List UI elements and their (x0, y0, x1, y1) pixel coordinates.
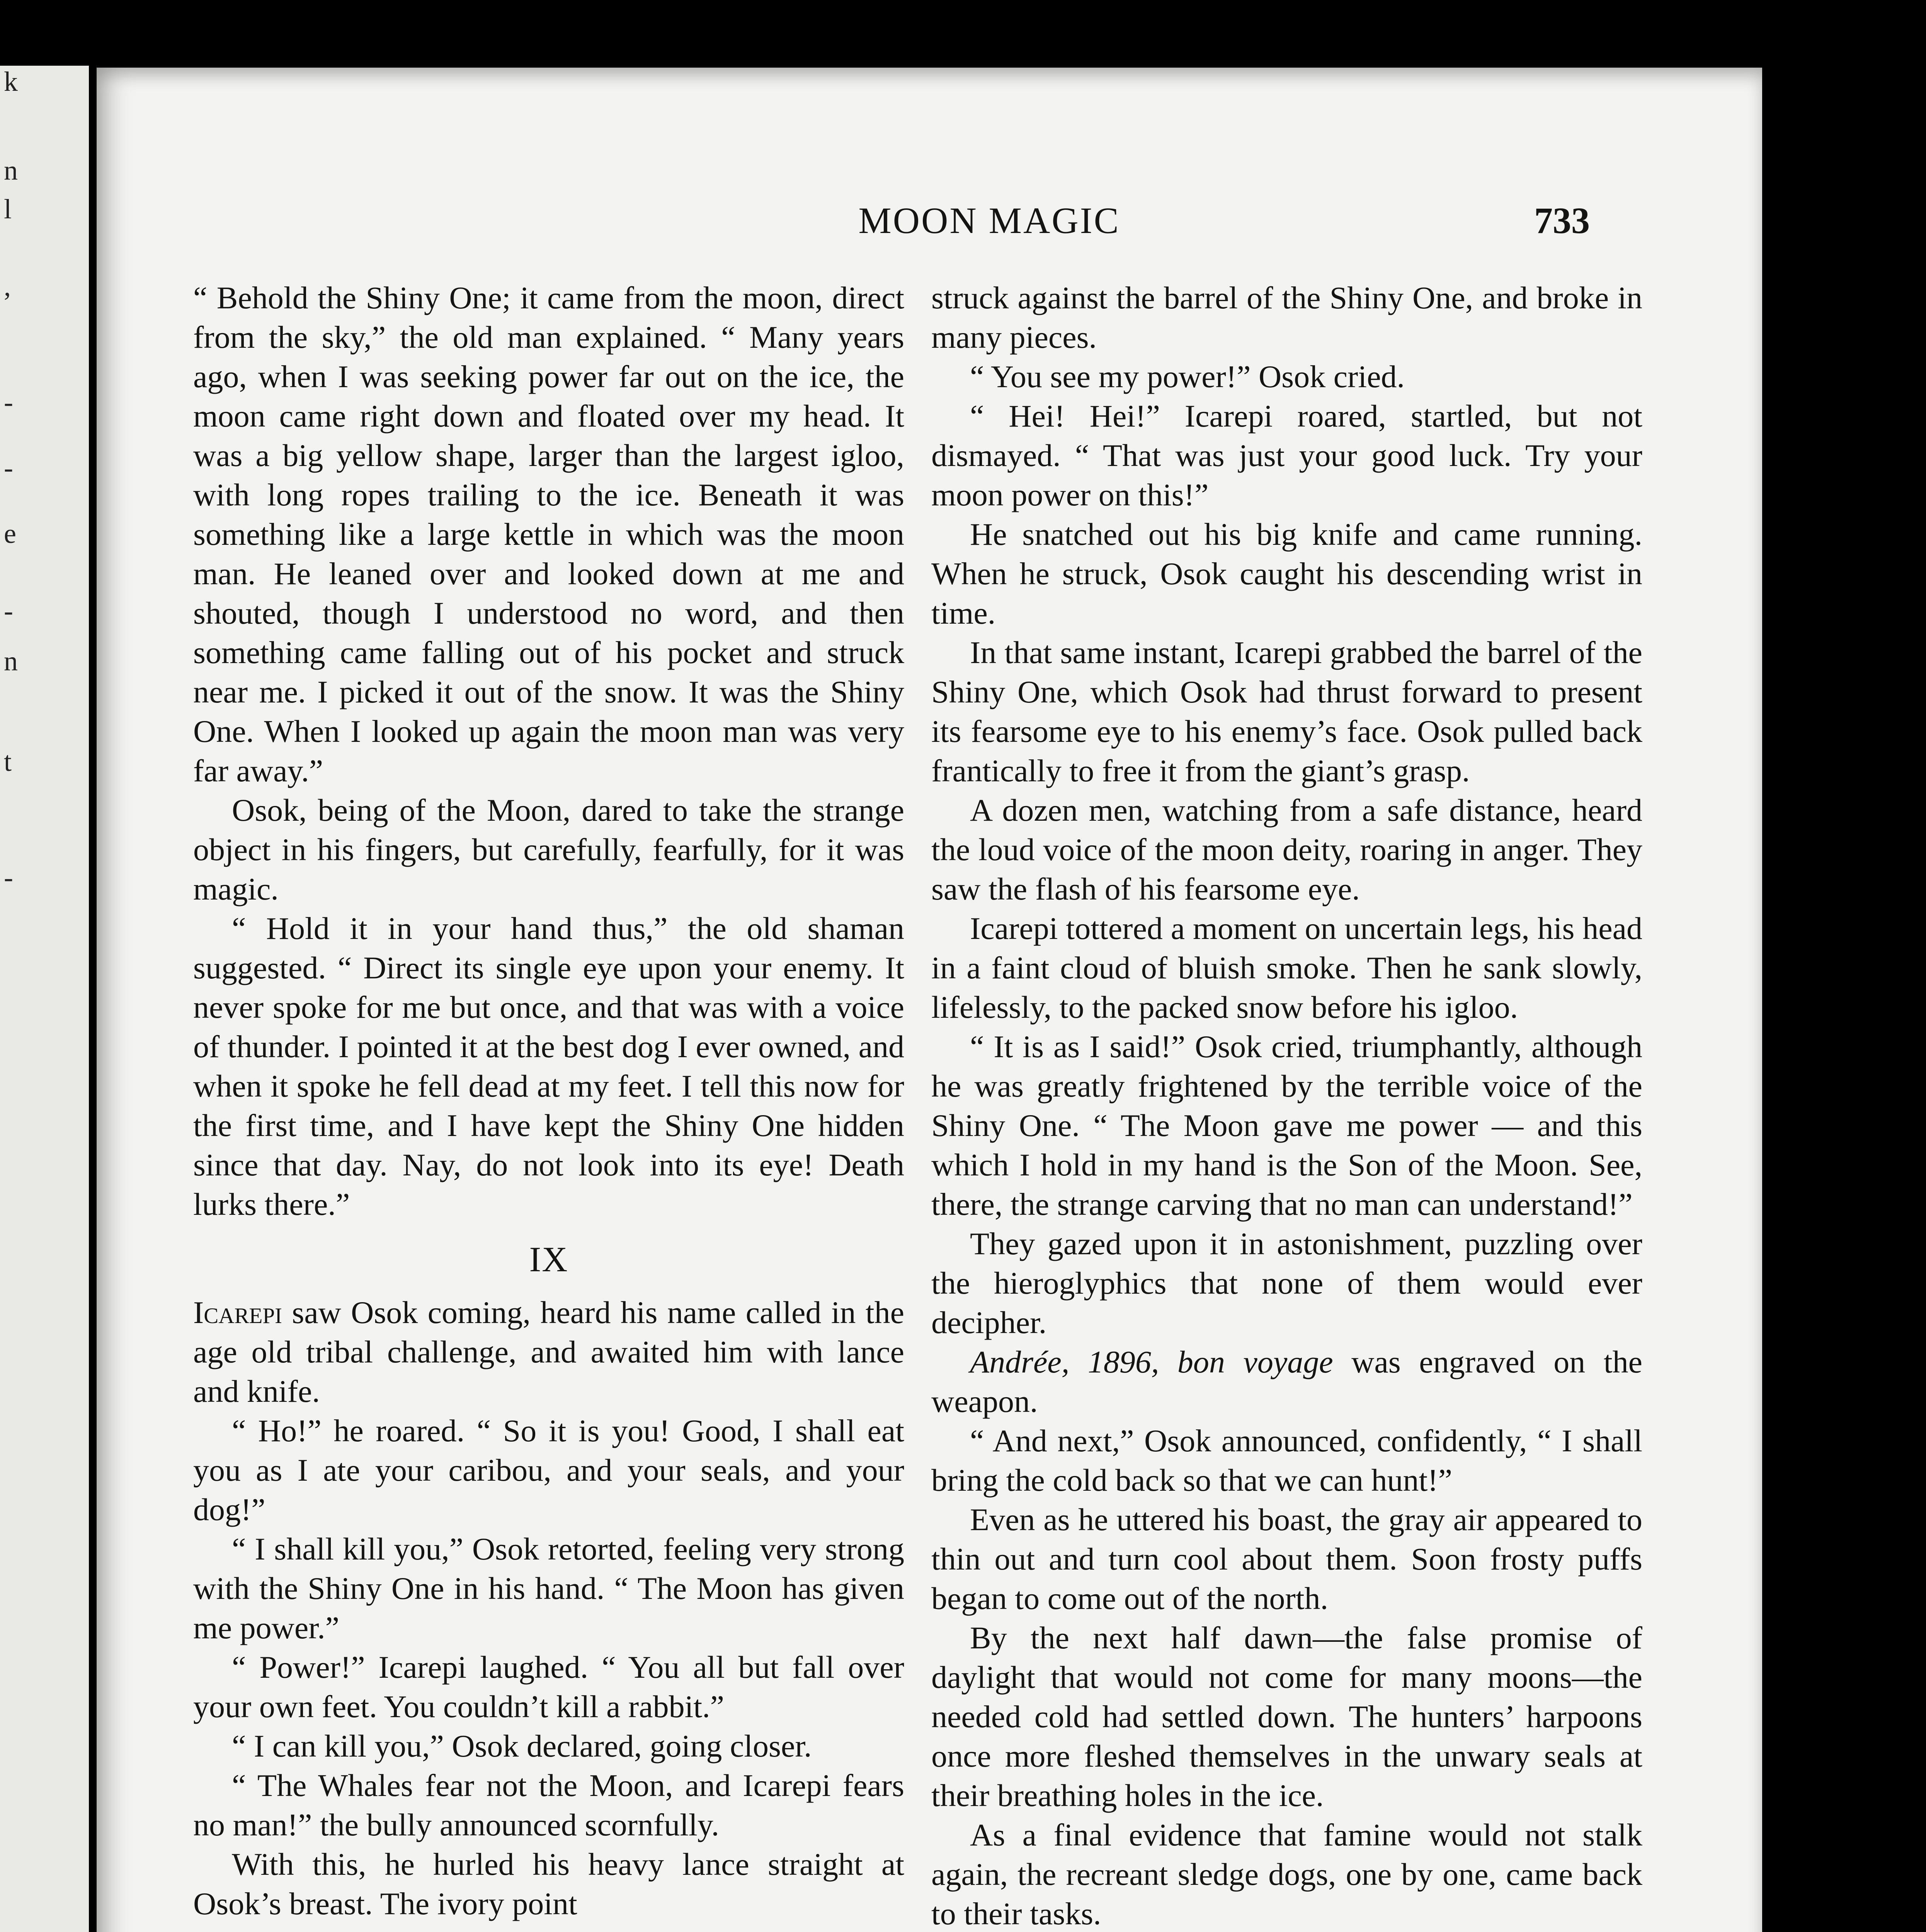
facing-page-fragment: - (4, 387, 13, 418)
paragraph-text: saw Osok coming, heard his name called in the age old tribal challenge, and awaited him with lance and knife. (193, 1295, 904, 1409)
paragraph: As a final evidence that famine would not stalk again, the recreant sledge dogs, one by one, came back to their tasks. (931, 1817, 1642, 1931)
paragraph: “ It is as I said!” Osok cried, triumphantly, although he was greatly frightened by the terrible voice of the Shiny One. “ The Moon gave me power — and this which I hold in my hand is the Son of the Moon. See, there, the strange carving that no man can understand!” (931, 1029, 1642, 1222)
right-column (931, 278, 1642, 1932)
paragraph: With this, he hurled his heavy lance straight at Osok’s breast. The ivory point (193, 1847, 904, 1921)
drop-word: Icarepi (193, 1295, 282, 1330)
paragraph (193, 1293, 904, 1411)
engraving-text: Andrée, 1896, bon voyage (970, 1344, 1333, 1379)
facing-page-fragment: - (4, 595, 13, 626)
facing-page-fragment: n (4, 155, 18, 186)
paragraph: “ I shall kill you,” Osok retorted, feeling very strong with the Shiny One in his hand. “ The Moon has given me power.” (193, 1531, 904, 1645)
paragraph: “ Hei! Hei!” Icarepi roared, startled, but not dismayed. “ That was just your good luck. Try your moon power on this!” (931, 398, 1642, 512)
paragraph: Icarepi tottered a moment on uncertain legs, his head in a faint cloud of bluish smoke. Then he sank slowly, lifelessly, to the packed snow before his igloo. (931, 911, 1642, 1025)
facing-page-fragment: t (4, 746, 12, 777)
paragraph: “ The Whales fear not the Moon, and Icarepi fears no man!” the bully announced scornfully. (193, 1768, 904, 1842)
facing-page-fragment: l (4, 194, 12, 224)
paragraph: “ You see my power!” Osok cried. (970, 359, 1405, 394)
paragraph-text: was engraved on the weapon. (931, 1344, 1642, 1419)
paragraph: “ I can kill you,” Osok declared, going closer. (232, 1728, 812, 1764)
paragraph: “ And next,” Osok announced, confidently, “ I shall bring the cold back so that we can hunt!” (931, 1423, 1642, 1498)
facing-page-fragment: - (4, 452, 13, 483)
left-column (193, 278, 904, 1923)
running-head: MOON MAGIC (858, 200, 1120, 241)
paragraph: struck against the barrel of the Shiny One, and broke in many pieces. (931, 280, 1642, 355)
page-number: 733 (1534, 200, 1590, 241)
paragraph: By the next half dawn—the false promise of daylight that would not come for many moons—the needed cold had settled down. The hunters’ harpoons once more fleshed themselves in the unwary seals at their breathing holes in the ice. (931, 1620, 1642, 1813)
paragraph: “ Power!” Icarepi laughed. “ You all but fall over your own feet. You couldn’t kill a rabbit.” (193, 1650, 904, 1724)
paragraph: They gazed upon it in astonishment, puzzling over the hieroglyphics that none of them would ever decipher. (931, 1226, 1642, 1340)
facing-page-edge (0, 66, 89, 1932)
paragraph: Even as he uttered his boast, the gray air appeared to thin out and turn cool about them. Soon frosty puffs began to come out of the north. (931, 1502, 1642, 1616)
paragraph: “ Ho!” he roared. “ So it is you! Good, I shall eat you as I ate your caribou, and your seals, and your dog!” (193, 1413, 904, 1527)
facing-page-fragment: e (4, 518, 16, 549)
paragraph: Osok, being of the Moon, dared to take the strange object in his fingers, but carefully, fearfully, for it was magic. (193, 793, 904, 906)
section-heading: IX (529, 1240, 568, 1279)
facing-page-fragment: n (4, 646, 18, 677)
paragraph: A dozen men, watching from a safe distance, heard the loud voice of the moon deity, roaring in anger. They saw the flash of his fearsome eye. (931, 793, 1642, 906)
facing-page-fragment: , (4, 271, 11, 302)
magazine-page (97, 68, 1762, 1932)
paragraph: “ Hold it in your hand thus,” the old shaman suggested. “ Direct its single eye upon your enemy. It never spoke for me but once, and that was with a voice of thunder. I pointed it at the best dog I ever owned, and when it spoke he fell dead at my feet. I tell this now for the first time, and I have kept the Shiny One hidden since that day. Nay, do not look into its eye! Death lurks there.” (193, 911, 904, 1222)
paragraph: He snatched out his big knife and came running. When he struck, Osok caught his descending wrist in time. (931, 517, 1642, 631)
page-header (97, 199, 1762, 253)
paragraph: In that same instant, Icarepi grabbed the barrel of the Shiny One, which Osok had thrust forward to present its fearsome eye to his enemy’s face. Osok pulled back frantically to free it from the giant’s grasp. (931, 635, 1642, 788)
facing-page-fragment: k (4, 66, 18, 97)
facing-page-fragment: - (4, 862, 13, 893)
paragraph: “ Behold the Shiny One; it came from the moon, direct from the sky,” the old man explained. “ Many years ago, when I was seeking power far out on the ice, the moon came right down and floated over my head. It was a big yellow shape, larger than the largest igloo, with long ropes trailing to the ice. Beneath it was something like a large kettle in which was the moon man. He leaned over and looked down at me and shouted, though I understood no word, and then something came falling out of his pocket and struck near me. I picked it out of the snow. It was the Shiny One. When I looked up again the moon man was very far away.” (193, 280, 904, 788)
paragraph (931, 1342, 1642, 1421)
